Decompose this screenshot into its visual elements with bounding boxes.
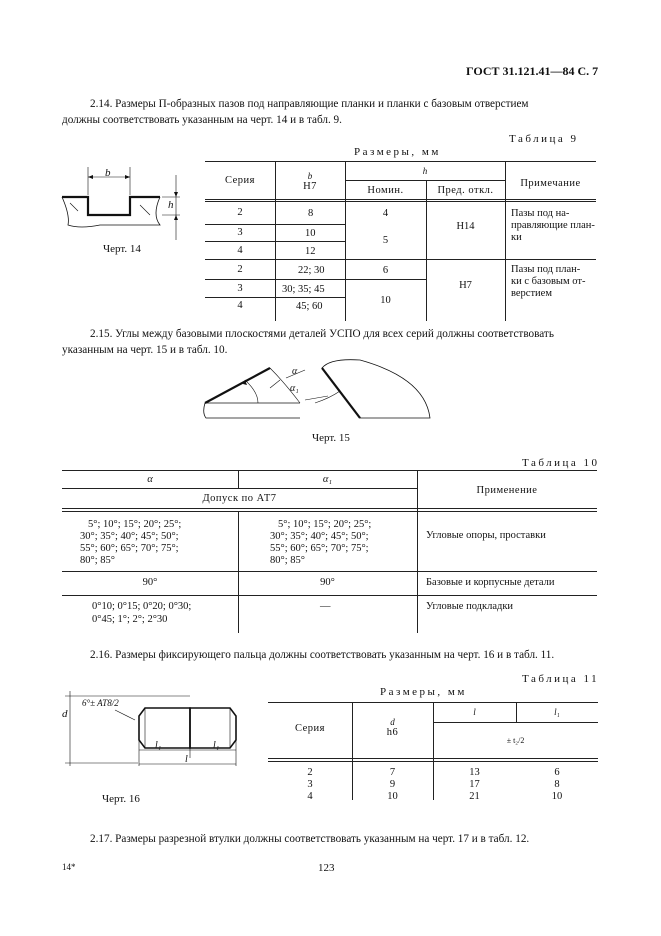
t9-series: 2: [237, 264, 243, 275]
fig16-caption: Черт. 16: [102, 793, 140, 805]
t11-header-d: d: [390, 717, 395, 727]
fig14-caption: Черт. 14: [103, 243, 141, 255]
document-header: ГОСТ 31.121.41—84 С. 7: [466, 64, 599, 78]
fig16-l: l: [185, 754, 188, 765]
footer-sheet-mark: 14*: [62, 862, 76, 872]
t9-note2: Пазы под план-: [511, 264, 581, 275]
t10-alpha1: 5°; 10°; 15°; 20°; 25°;: [278, 519, 372, 530]
t11-series: 2: [307, 767, 313, 778]
t10-alpha1: 55°; 60°; 65°; 70°; 75°;: [270, 543, 369, 554]
t9-h-nom: 10: [380, 295, 391, 306]
t10-application: Угловые подкладки: [426, 601, 514, 612]
t9-b: 8: [308, 208, 314, 219]
t9-header-note: Примечание: [520, 178, 581, 189]
t9-header-b-tol: H7: [303, 181, 317, 192]
t9-b: 30; 35; 45: [282, 284, 325, 295]
table11-dims: Размеры, мм: [380, 686, 467, 698]
t9-series: 2: [237, 207, 243, 218]
t11-header-series: Серия: [295, 723, 325, 734]
paragraph-2-17: 2.17. Размеры разрезной втулки должны соответствовать указанным на черт. 17 и в табл. 12.: [90, 833, 530, 845]
t9-h-nom: 6: [382, 265, 389, 276]
t11-series: 3: [307, 779, 313, 790]
paragraph-2-14-line2: должны соответствовать указанным на черт. 14 и в табл. 9.: [62, 114, 342, 126]
t11-header-l1: l₁: [554, 707, 560, 717]
t9-note2: ки с базовым от-: [511, 276, 586, 287]
t10-alpha: 80°; 85°: [80, 555, 115, 566]
table9-dims: Размеры, мм: [354, 146, 441, 158]
t11-l: 13: [469, 767, 480, 778]
figure-15-drawing: [200, 358, 440, 428]
fig14-label-h: h: [168, 199, 174, 211]
t10-alpha: 0°45; 1°; 2°; 2°30: [92, 614, 168, 625]
t11-d: 7: [389, 767, 396, 778]
paragraph-2-14-line1: 2.14. Размеры П-образных пазов под направляющие планки и планки с базовым отверстием: [90, 98, 529, 110]
t10-alpha1: —: [320, 601, 331, 612]
t9-h-nom: 4: [382, 208, 389, 219]
t11-header-d-tol: h6: [386, 727, 399, 738]
t10-header-application: Применение: [476, 485, 538, 496]
t9-series: 3: [237, 227, 243, 238]
t9-b: 12: [305, 246, 316, 257]
paragraph-2-16: 2.16. Размеры фиксирующего пальца должны соответствовать указанным на черт. 16 и в табл. 11.: [90, 649, 555, 661]
page-number: 123: [318, 862, 335, 874]
t10-alpha1: 30°; 35°; 40°; 45°; 50°;: [270, 531, 369, 542]
fig16-d: d: [62, 708, 68, 720]
t10-application: Базовые и корпусные детали: [426, 577, 555, 588]
t10-alpha: 0°10; 0°15; 0°20; 0°30;: [92, 601, 192, 612]
t11-l1: 10: [551, 791, 563, 802]
t9-note1: Пазы под на-: [511, 208, 570, 219]
paragraph-2-15-line1: 2.15. Углы между базовыми плоскостями деталей УСПО для всех серий должны соответствовать: [90, 328, 554, 340]
fig16-angle: 6°± AT8/2: [82, 698, 119, 708]
t11-header-l: l: [473, 707, 476, 717]
t9-b: 22; 30: [298, 265, 325, 276]
t10-alpha: 90°: [142, 577, 158, 588]
t10-alpha: 5°; 10°; 15°; 20°; 25°;: [88, 519, 182, 530]
t10-alpha1: 90°: [320, 577, 335, 588]
t9-note1: ки: [511, 232, 522, 243]
paragraph-2-15-line2: указанным на черт. 15 и в табл. 10.: [62, 344, 228, 356]
t10-alpha: 55°; 60°; 65°; 70°; 75°;: [80, 543, 179, 554]
t10-alpha1: 80°; 85°: [270, 555, 305, 566]
t10-alpha: 30°; 35°; 40°; 45°; 50°;: [80, 531, 179, 542]
fig16-l1-left: l₁: [155, 740, 162, 751]
t9-note1: правляющие план-: [511, 220, 595, 231]
t11-l1: 6: [554, 767, 560, 778]
fig15-alpha1: α₁: [290, 383, 299, 394]
t9-series: 4: [237, 245, 243, 256]
t10-application: Угловые опоры, проставки: [426, 530, 546, 541]
t9-header-dev: Пред. откл.: [437, 185, 494, 196]
t11-l: 17: [469, 779, 480, 790]
t9-header-b: b: [307, 171, 313, 181]
t9-series: 4: [237, 300, 243, 311]
t9-note2: верстием: [511, 288, 552, 299]
t11-l1: 8: [554, 779, 560, 790]
t9-series: 3: [237, 283, 243, 294]
fig15-alpha: α: [292, 366, 298, 377]
t9-b: 45; 60: [296, 301, 323, 312]
t9-h-nom: 5: [382, 235, 389, 246]
fig16-l1-right: l₁: [213, 740, 220, 751]
t10-header-alpha1: α₁: [322, 474, 333, 485]
t9-header-series: Серия: [225, 175, 255, 186]
fig15-caption: Черт. 15: [312, 432, 350, 444]
t11-header-tol: ± t₂/2: [506, 736, 525, 745]
t11-d: 10: [387, 791, 398, 802]
table9-caption: Таблица 9: [509, 133, 579, 145]
fig14-label-b: b: [105, 167, 111, 179]
t10-header-alpha: α: [147, 474, 153, 485]
table11-caption: Таблица 11: [522, 673, 600, 685]
t10-header-tolerance: Допуск по АТ7: [202, 493, 277, 504]
t9-header-h: h: [422, 166, 428, 176]
t11-series: 4: [307, 791, 313, 802]
t9-b: 10: [305, 228, 316, 239]
table10-caption: Таблица 10: [522, 457, 600, 469]
t11-d: 9: [389, 779, 396, 790]
t11-l: 21: [469, 791, 480, 802]
t9-header-nom: Номин.: [367, 185, 404, 196]
t9-dev: H7: [459, 280, 472, 291]
t9-dev: H14: [456, 221, 475, 232]
